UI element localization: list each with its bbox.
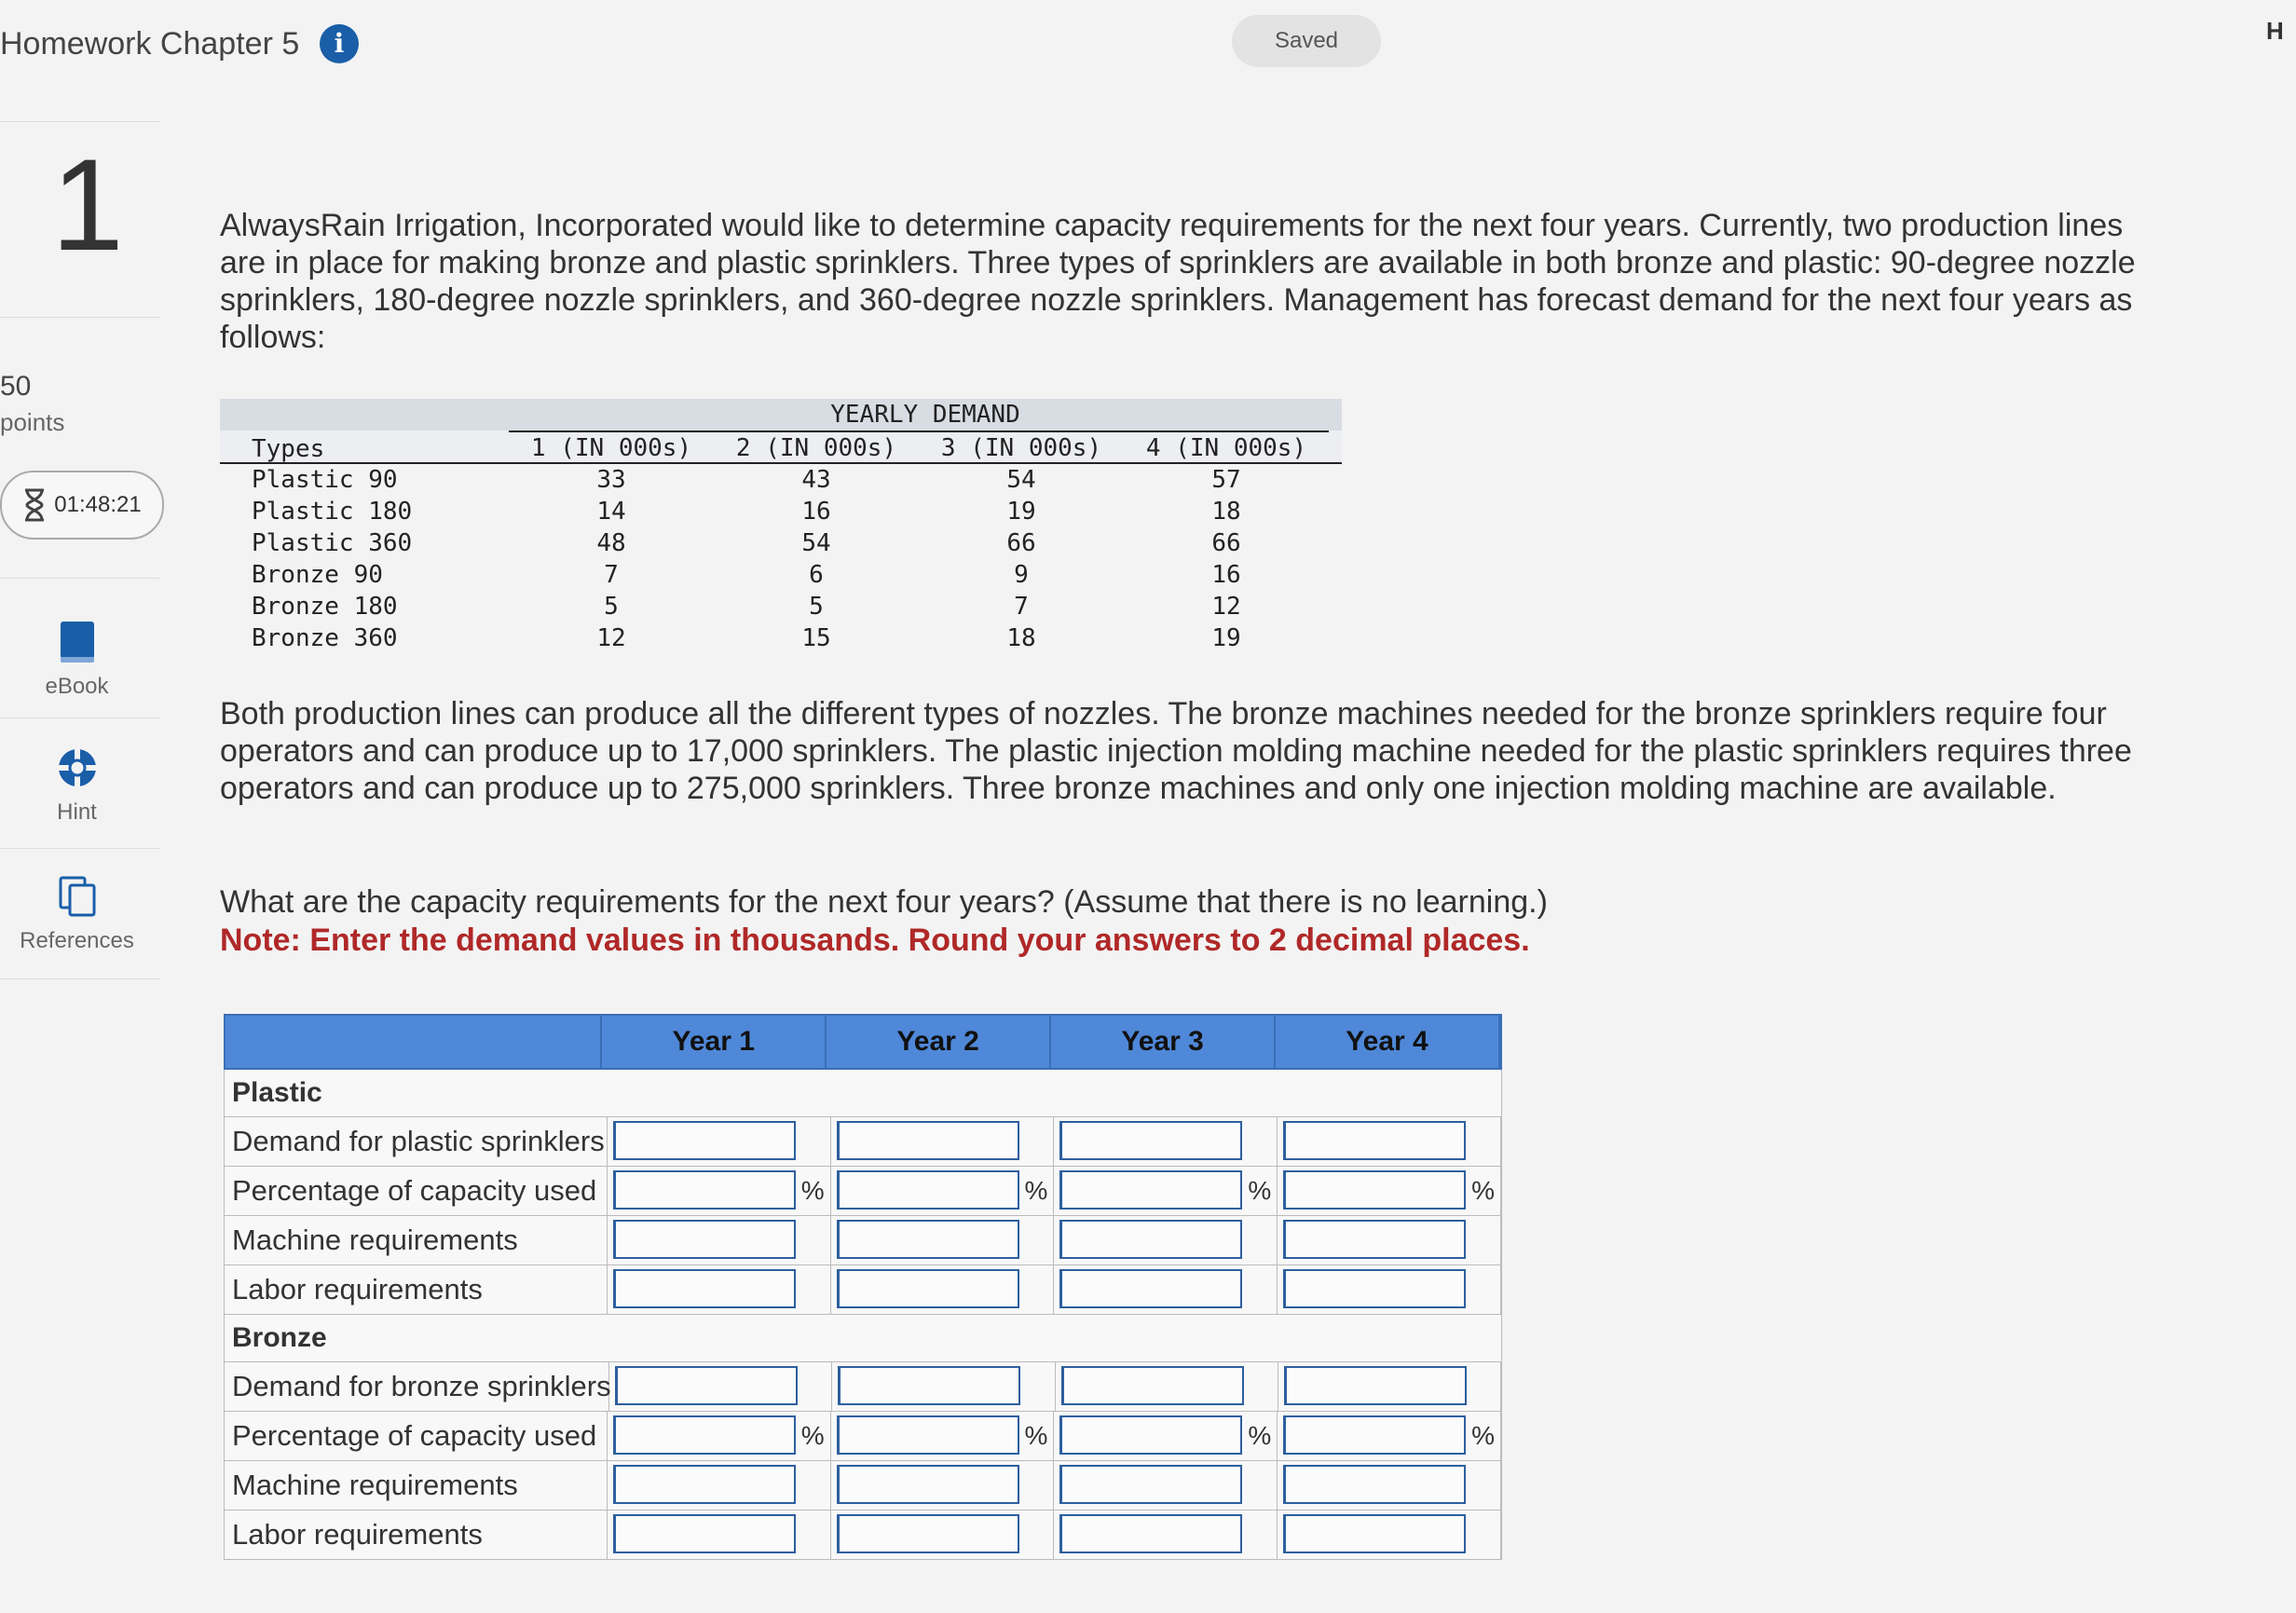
plastic-capacity-year3-input[interactable] [1059, 1170, 1242, 1210]
bronze-labor-year2-input[interactable] [837, 1514, 1019, 1553]
table-row: Demand for bronze sprinklers [224, 1362, 1502, 1412]
bronze-capacity-year4-input[interactable] [1283, 1415, 1466, 1455]
sidebar-item-label: References [20, 928, 134, 953]
year-header: 1 (IN 000s) [509, 431, 714, 462]
table-row: Bronze 90 7 6 9 16 [252, 561, 1241, 589]
bronze-labor-year4-input[interactable] [1283, 1514, 1466, 1553]
copy-icon [57, 874, 98, 919]
table-row: Machine requirements [224, 1461, 1502, 1510]
answer-table-header [224, 1014, 1502, 1070]
plastic-demand-year1-input[interactable] [613, 1121, 796, 1160]
table-row: Bronze 360 12 15 18 19 [252, 624, 1241, 652]
sidebar-item-label: eBook [45, 674, 109, 699]
type-header: Types [252, 435, 325, 463]
answer-table [224, 1014, 1502, 1560]
plastic-capacity-year2-input[interactable] [837, 1170, 1019, 1210]
points-label: points [0, 408, 65, 436]
table-row: Labor requirements [224, 1510, 1502, 1560]
book-icon [57, 620, 98, 664]
question-number: 1 [51, 131, 124, 278]
bronze-machine-year1-input[interactable] [613, 1465, 796, 1504]
question-intro: AlwaysRain Irrigation, Incorporated would like to determine capacity requirements for the next four years. Currently, two production lines are in place for making bronze and plastic sprinklers. Three types of sprinklers are available in both bronze and plastic: 90-degree nozzle sprinklers, 180-degree nozzle sprinklers, and 360-degree nozzle sprinklers. Management has forecast demand for the next four years as follows: [220, 208, 2136, 355]
sidebar-item-ebook[interactable] [0, 620, 154, 700]
section-bronze: Bronze [224, 1315, 1502, 1362]
question-prompt: What are the capacity requirements for the next four years? (Assume that there is no learning.) [220, 884, 1548, 920]
plastic-labor-year2-input[interactable] [837, 1269, 1019, 1308]
demand-table-title: YEARLY DEMAND [220, 399, 1342, 431]
bronze-machine-year4-input[interactable] [1283, 1465, 1466, 1504]
plastic-demand-year2-input[interactable] [837, 1121, 1019, 1160]
points-value: 50 [0, 371, 32, 402]
bronze-capacity-year2-input[interactable] [837, 1415, 1019, 1455]
plastic-demand-year3-input[interactable] [1059, 1121, 1242, 1160]
demand-table-header [220, 431, 1342, 464]
plastic-capacity-year4-input[interactable] [1283, 1170, 1466, 1210]
timer-value: 01:48:21 [54, 492, 142, 517]
plastic-labor-year4-input[interactable] [1283, 1269, 1466, 1308]
bronze-capacity-year1-input[interactable] [613, 1415, 796, 1455]
plastic-capacity-year1-input[interactable] [613, 1170, 796, 1210]
year-header: Year 1 [602, 1016, 827, 1068]
sidebar-item-label: Hint [57, 800, 97, 825]
table-row: Demand for plastic sprinklers [224, 1117, 1502, 1167]
table-row: Plastic 90 33 43 54 57 [252, 466, 1241, 494]
plastic-labor-year3-input[interactable] [1059, 1269, 1242, 1308]
year-header: 4 (IN 000s) [1124, 431, 1329, 462]
bronze-machine-year2-input[interactable] [837, 1465, 1019, 1504]
bronze-labor-year1-input[interactable] [613, 1514, 796, 1553]
question-body: Both production lines can produce all the different types of nozzles. The bronze machines needed for the bronze sprinklers require four operators and can produce up to 17,000 sprinklers. The plastic injection molding machine needed for the plastic sprinklers requires three operators and can produce up to 275,000 sprinklers. Three bronze machines and only one injection molding machine are available. [220, 696, 2132, 806]
year-header: 2 (IN 000s) [714, 431, 919, 462]
yearly-demand-table [220, 399, 1342, 654]
lifebuoy-icon [55, 745, 100, 790]
table-row: Bronze 180 5 5 7 12 [252, 593, 1241, 621]
info-icon[interactable]: i [320, 24, 359, 63]
table-row: Plastic 180 14 16 19 18 [252, 498, 1241, 526]
section-plastic: Plastic [224, 1070, 1502, 1117]
timer[interactable] [0, 471, 164, 540]
bronze-demand-year2-input[interactable] [838, 1366, 1020, 1405]
bronze-demand-year3-input[interactable] [1061, 1366, 1244, 1405]
bronze-machine-year3-input[interactable] [1059, 1465, 1242, 1504]
plastic-demand-year4-input[interactable] [1283, 1121, 1466, 1160]
assignment-title: Homework Chapter 5 [0, 26, 300, 62]
question-note: Note: Enter the demand values in thousands. Round your answers to 2 decimal places. [220, 923, 1530, 958]
table-row: Machine requirements [224, 1216, 1502, 1265]
bronze-demand-year4-input[interactable] [1284, 1366, 1467, 1405]
sidebar-item-references[interactable] [0, 874, 154, 954]
plastic-machine-year1-input[interactable] [613, 1220, 796, 1259]
table-row: Plastic 360 48 54 66 66 [252, 529, 1241, 557]
saved-status-badge: Saved [1232, 15, 1381, 67]
table-row: Percentage of capacity used % % % % [224, 1412, 1502, 1461]
sidebar-item-hint[interactable] [0, 745, 154, 826]
table-row: Labor requirements [224, 1265, 1502, 1315]
bronze-labor-year3-input[interactable] [1059, 1514, 1242, 1553]
plastic-machine-year4-input[interactable] [1283, 1220, 1466, 1259]
bronze-capacity-year3-input[interactable] [1059, 1415, 1242, 1455]
hourglass-icon [22, 488, 47, 522]
year-header: Year 4 [1276, 1016, 1500, 1068]
plastic-machine-year2-input[interactable] [837, 1220, 1019, 1259]
plastic-machine-year3-input[interactable] [1059, 1220, 1242, 1259]
table-row: Percentage of capacity used % % % % [224, 1167, 1502, 1216]
bronze-demand-year1-input[interactable] [615, 1366, 798, 1405]
year-header: 3 (IN 000s) [919, 431, 1124, 462]
plastic-labor-year1-input[interactable] [613, 1269, 796, 1308]
year-header: Year 3 [1051, 1016, 1276, 1068]
help-link-truncated[interactable]: H [2266, 17, 2284, 45]
year-header: Year 2 [827, 1016, 1051, 1068]
